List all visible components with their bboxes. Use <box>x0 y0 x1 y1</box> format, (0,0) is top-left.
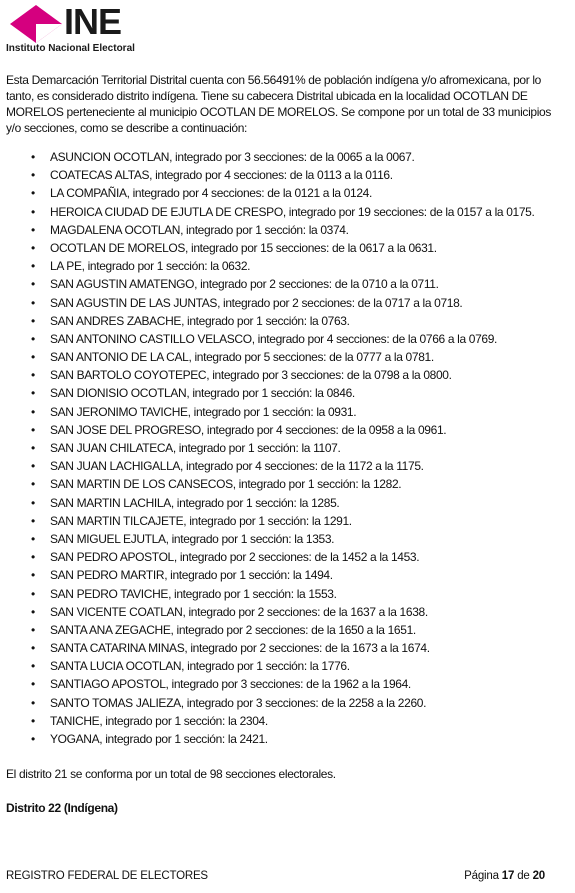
intro-paragraph: Esta Demarcación Territorial Distrital cuenta con 56.56491% de población indígena y/o afromexicana, por lo tanto, es considerado distrito indígena. Tiene su cabecera Distrital ubicada en la localidad OCOTLAN DE MORELOS perteneciente al municipio OCOTLAN DE MORELOS. Se compone por un total de 33 municipios y/o secciones, como se describe a continuación: <box>6 73 552 135</box>
list-item: • SAN BARTOLO COYOTEPEC, integrado por 3 secciones: de la 0798 a la 0800. <box>6 366 566 384</box>
list-item: • SAN ANTONIO DE LA CAL, integrado por 5 secciones: de la 0777 a la 0781. <box>6 348 566 366</box>
list-item: • SAN PEDRO APOSTOL, integrado por 2 secciones: de la 1452 a la 1453. <box>6 548 566 566</box>
list-item: • COATECAS ALTAS, integrado por 4 secciones: de la 0113 a la 0116. <box>6 166 566 184</box>
list-item: • SANTA ANA ZEGACHE, integrado por 2 secciones: de la 1650 a la 1651. <box>6 621 566 639</box>
list-item: • SAN ANDRES ZABACHE, integrado por 1 sección: la 0763. <box>6 312 566 330</box>
list-item: • SAN JOSE DEL PROGRESO, integrado por 4 secciones: de la 0958 a la 0961. <box>6 421 566 439</box>
next-section-title: Distrito 22 (Indígena) <box>6 801 118 816</box>
municipality-list <box>6 148 566 748</box>
list-item: • SAN JERONIMO TAVICHE, integrado por 1 sección: la 0931. <box>6 403 566 421</box>
list-item: • SAN JUAN LACHIGALLA, integrado por 4 secciones: de la 1172 a la 1175. <box>6 457 566 475</box>
page-of: de <box>517 870 530 882</box>
list-item: • OCOTLAN DE MORELOS, integrado por 15 secciones: de la 0617 a la 0631. <box>6 239 566 257</box>
logo-subtitle: Instituto Nacional Electoral <box>6 43 135 54</box>
ine-logo-mark-icon <box>10 5 62 43</box>
list-item: • SAN MARTIN DE LOS CANSECOS, integrado por 1 sección: la 1282. <box>6 475 566 493</box>
list-item: • YOGANA, integrado por 1 sección: la 2421. <box>6 730 566 748</box>
logo-text: INE <box>64 1 122 42</box>
list-item: • SAN AGUSTIN DE LAS JUNTAS, integrado por 2 secciones: de la 0717 a la 0718. <box>6 294 566 312</box>
list-item: • SAN DIONISIO OCOTLAN, integrado por 1 sección: la 0846. <box>6 384 566 402</box>
list-item: • SAN VICENTE COATLAN, integrado por 2 secciones: de la 1637 a la 1638. <box>6 603 566 621</box>
list-item: • SAN MIGUEL EJUTLA, integrado por 1 sección: la 1353. <box>6 530 566 548</box>
list-item: • LA PE, integrado por 1 sección: la 0632. <box>6 257 566 275</box>
list-item: • LA COMPAÑIA, integrado por 4 secciones: de la 0121 a la 0124. <box>6 184 566 202</box>
list-item: • SAN PEDRO TAVICHE, integrado por 1 sección: la 1553. <box>6 585 566 603</box>
document-body <box>6 72 566 816</box>
list-item: • SAN ANTONINO CASTILLO VELASCO, integrado por 4 secciones: de la 0766 a la 0769. <box>6 330 566 348</box>
list-item: • SAN MARTIN TILCAJETE, integrado por 1 sección: la 1291. <box>6 512 566 530</box>
list-item: • SAN MARTIN LACHILA, integrado por 1 sección: la 1285. <box>6 494 566 512</box>
ine-logo <box>6 1 166 55</box>
page-current: 17 <box>501 870 515 882</box>
list-item: • SAN PEDRO MARTIR, integrado por 1 sección: la 1494. <box>6 566 566 584</box>
list-item: • SANTA CATARINA MINAS, integrado por 2 secciones: de la 1673 a la 1674. <box>6 639 566 657</box>
list-item: • SAN AGUSTIN AMATENGO, integrado por 2 secciones: de la 0710 a la 0711. <box>6 275 566 293</box>
summary-paragraph: El distrito 21 se conforma por un total de 98 secciones electorales. <box>6 767 336 782</box>
page-label: Página <box>464 870 499 882</box>
list-item: • SAN JUAN CHILATECA, integrado por 1 sección: la 1107. <box>6 439 566 457</box>
list-item: • HEROICA CIUDAD DE EJUTLA DE CRESPO, integrado por 19 secciones: de la 0157 a la 0175. <box>6 203 566 221</box>
list-item: • ASUNCION OCOTLAN, integrado por 3 secciones: de la 0065 a la 0067. <box>6 148 566 166</box>
list-item: • SANTO TOMAS JALIEZA, integrado por 3 secciones: de la 2258 a la 2260. <box>6 694 566 712</box>
list-item: • MAGDALENA OCOTLAN, integrado por 1 sección: la 0374. <box>6 221 566 239</box>
list-item: • SANTA LUCIA OCOTLAN, integrado por 1 sección: la 1776. <box>6 657 566 675</box>
list-item: • TANICHE, integrado por 1 sección: la 2304. <box>6 712 566 730</box>
page-number <box>464 870 545 882</box>
list-item: • SANTIAGO APOSTOL, integrado por 3 secciones: de la 1962 a la 1964. <box>6 675 566 693</box>
footer-org: REGISTRO FEDERAL DE ELECTORES <box>6 870 208 882</box>
page-total: 20 <box>532 870 545 882</box>
